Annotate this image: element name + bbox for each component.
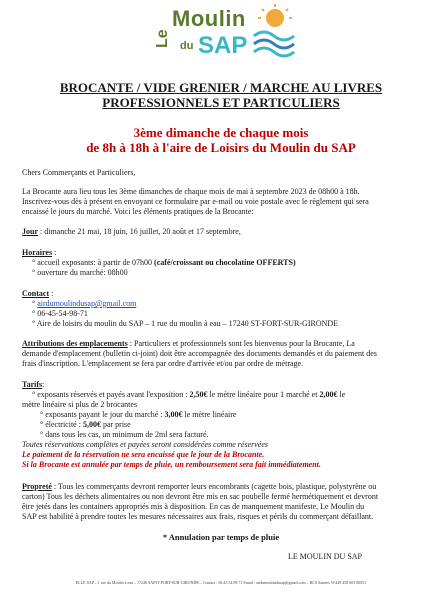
tarifs-line4	[40, 420, 131, 430]
proprete-label: Propreté	[22, 482, 52, 491]
attributions-line3: frais d'inscription. L'emplacement se fera par ordre d'arrivée et/ou par ordre de métrage.	[22, 359, 304, 368]
horaires-line2: ° ouverture du marché: 08h00	[32, 268, 128, 277]
subtitle-line2: de 8h à 18h à l'aire de Loisirs du Moulin du SAP	[86, 140, 356, 155]
logo-du: du	[180, 40, 194, 52]
proprete-line4: SAP est habilité à prendre toutes les mesures nécessaires aux frais, risques et périls du commerçant défaillant.	[22, 512, 374, 521]
subtitle-line1: 3ème dimanche de chaque mois	[133, 125, 309, 140]
tarifs-line1-a: ° exposants réservés et payés avant l'exposition :	[32, 390, 190, 399]
tarifs-suffix: :	[42, 380, 45, 389]
sun-wave-icon	[250, 4, 300, 60]
horaires-heading	[22, 248, 56, 258]
horaires-line1-bold: (café/croissant ou chocolatine OFFERTS)	[154, 258, 296, 267]
horaires-line1	[32, 258, 296, 268]
tarifs-heading	[22, 380, 44, 390]
attributions-text1: : Particuliers et professionnels sont les bienvenus pour la Brocante, La	[129, 339, 355, 348]
intro-line2: Inscrivez-vous dès à présent en envoyant ce formulaire par e-mail ou voie postale avec le règlement qui sera	[22, 197, 369, 206]
horaires-label: Horaires	[22, 248, 53, 257]
contact-email-line: ° airdumoulindusap@gmail.com	[32, 299, 137, 308]
tarifs-note1: Toutes réservations complètes et payées seront considérées comme réservées	[22, 440, 269, 449]
contact-phone: ° 06-45-54-98-71	[32, 309, 88, 318]
tarifs-price-electricity: 5,00€	[82, 420, 101, 429]
proprete-line3: être jetés dans les containers appropriés mis à disposition. En cas de manquement manifeste, Le Moulin du	[22, 502, 365, 511]
moulin-du-sap-logo	[150, 4, 300, 66]
logo-le: Le	[154, 29, 171, 48]
footer: ELLE SAP – 1 rue du Moulin à eau – 17240 SAINT-FORT-SUR-GIRONDE – Contact : 06.45.54.98.71 Email : airdumoulindusap@gmail.com – RCS Saintes N°449 458 603 00031	[75, 580, 367, 585]
proprete-line1	[22, 482, 376, 492]
tarifs-line3-c: le mètre linéaire	[182, 410, 237, 419]
attributions-line1	[22, 339, 355, 349]
tarifs-line4-a: ° électricité :	[40, 420, 83, 429]
logo-moulin: Moulin	[172, 6, 246, 31]
tarifs-line1	[32, 390, 345, 400]
attributions-label: Attributions des emplacements	[22, 339, 128, 348]
contact-heading	[22, 289, 53, 299]
tarifs-note3: Si la Brocante est annulée par temps de pluie, un remboursement sera fait immédiatement.	[22, 460, 321, 469]
main-title-line1: BROCANTE / VIDE GRENIER / MARCHE AU LIVRES	[59, 80, 383, 95]
tarifs-line2: mètre linéaire si plus de 2 brocantes	[22, 400, 138, 409]
tarifs-line3	[40, 410, 236, 420]
attributions-line2: demande d'emplacement (bulletin ci-joint) doit être accompagnée des documents demandés et du paiement des	[22, 349, 377, 358]
annulation-note: * Annulation par temps de pluie	[162, 532, 280, 542]
tarifs-line3-a: ° exposants payant le jour du marché :	[40, 410, 165, 419]
intro-line3: encaissé le jours du marché. Voici les éléments pratiques de la Brocante:	[22, 207, 254, 216]
contact-address: ° Aire de loisirs du moulin du SAP – 1 rue du moulin à eau – 17240 ST-FORT-SUR-GIRONDE	[32, 319, 339, 328]
tarifs-line5: ° dans tous les cas, un minimum de 2ml sera facturé.	[40, 430, 209, 439]
jour-text: : dimanche 21 mai, 18 juin, 16 juillet, 20 août et 17 septembre,	[38, 227, 241, 236]
jour-label: Jour	[22, 227, 38, 236]
proprete-text1: : Tous les commerçants devront remporter leurs encombrants (cagette bois, plastique, polystyrène ou	[53, 482, 377, 491]
main-title-line2: PROFESSIONNELS ET PARTICULIERS	[102, 95, 340, 110]
horaires-line1-prefix: ° accueil exposants: à partir de 07h00	[32, 258, 155, 267]
logo-sap: SAP	[198, 32, 248, 59]
contact-email-link[interactable]: airdumoulindusap@gmail.com	[37, 299, 137, 308]
tarifs-line4-c: par prise	[100, 420, 131, 429]
contact-suffix: :	[49, 289, 54, 298]
tarifs-line1-e: le	[337, 390, 346, 399]
intro-line1: La Brocante aura lieu tous les 3ème dimanches de chaque mois de mai à septembre 2023 de 08h00 à 18h.	[22, 187, 360, 196]
tarifs-note2: Le paiement de la réservation ne sera encaissé que le jour de la Brocante.	[22, 450, 265, 459]
horaires-suffix: :	[52, 248, 57, 257]
tarifs-line1-c: le mètre linéaire pour 1 marché et	[207, 390, 320, 399]
jour-line	[22, 227, 241, 237]
tarifs-label: Tarifs	[22, 380, 43, 389]
signature: LE MOULIN DU SAP	[288, 552, 362, 561]
contact-label: Contact	[22, 289, 50, 298]
tarifs-price-reserved: 2,50€	[189, 390, 208, 399]
greeting: Chers Commerçants et Particuliers,	[22, 168, 136, 177]
proprete-line2: carton) Tous les déchets alimentaires ou non devront être mis en sac poubelle fermé hermétiquement et devront	[22, 492, 379, 501]
tarifs-price-dayof: 3,00€	[164, 410, 183, 419]
tarifs-price-multi: 2,00€	[319, 390, 338, 399]
